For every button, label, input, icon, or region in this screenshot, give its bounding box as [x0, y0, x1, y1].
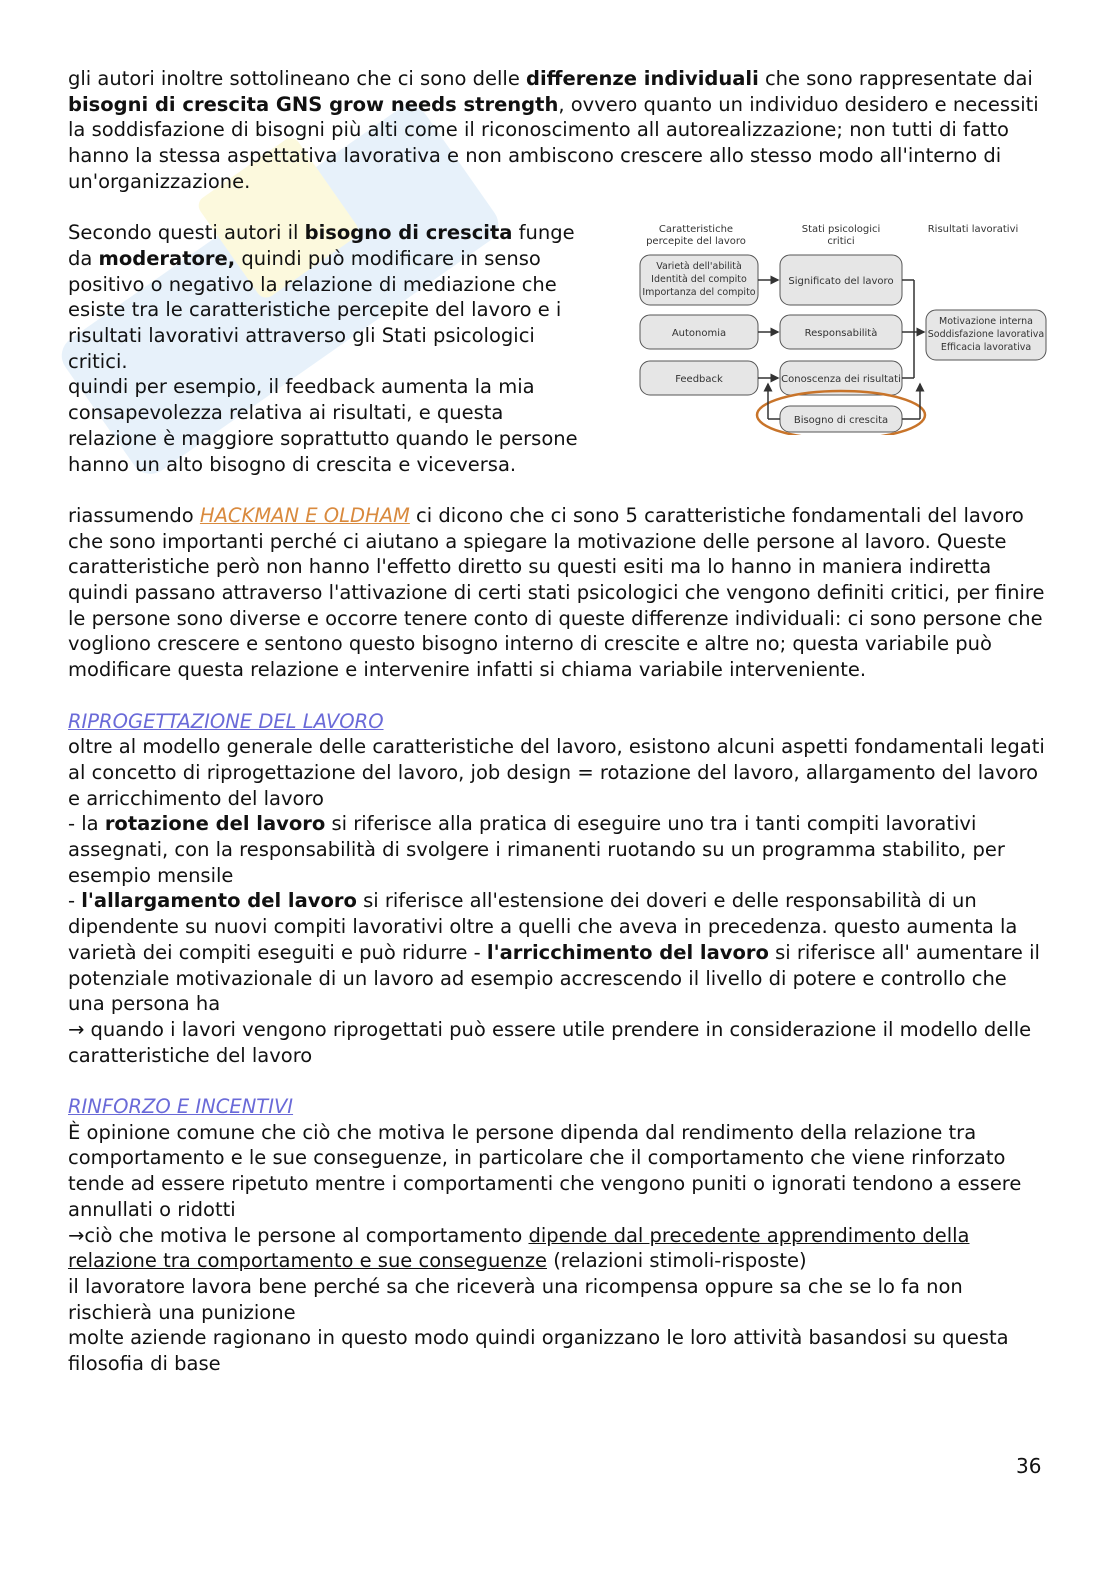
paragraph-job-rotation: - la rotazione del lavoro si riferisce alla pratica di eseguire uno tra i tanti compiti lavorativi assegnati, con la responsabilità di svolgere i rimanenti ruotando su un programma stabilito, per esempio mensile [68, 812, 1005, 887]
paragraph-job-enlargement: - l'allargamento del lavoro si riferisce all'estensione dei doveri e delle responsabilità di un dipendente su nuovi compiti lavorativi oltre a quelli che aveva in precedenza. questo aumenta la varietà dei compiti eseguiti e può ridurre - l'arricchimento del lavoro si riferisce all' aumentare il potenziale motivazionale di un lavoro ad esempio accrescendo il livello di potere e controllo che una persona ha [68, 889, 1040, 1016]
box-job-satisfaction: Soddisfazione lavorativa [927, 329, 1045, 341]
paragraph-growth-moderator: Secondo questi autori il bisogno di crescita funge da moderatore, quindi può modificare in senso positivo o negativo la relazione di mediazione che esiste tra le caratteristiche percepite del lavoro e i risultati lavorativi attraverso gli Stati psicologici critici. [68, 221, 575, 373]
heading-job-redesign: RIPROGETTAZIONE DEL LAVORO [68, 709, 384, 733]
box-meaningfulness: Significato del lavoro [788, 276, 894, 288]
paragraph-companies: molte aziende ragionano in questo modo quindi organizzano le loro attività basandosi su questa filosofia di base [68, 1326, 1009, 1376]
box-autonomy: Autonomia [671, 328, 727, 340]
diagram-header-characteristics-2: percepite del lavoro [646, 236, 746, 248]
document-page [68, 66, 1048, 1377]
box-task-significance: Importanza del compito [642, 287, 756, 299]
box-task-identity: Identità del compito [651, 274, 747, 286]
box-internal-motivation: Motivazione interna [939, 316, 1033, 328]
box-skill-variety: Varietà dell'abilità [656, 261, 742, 273]
diagram-header-results: Risultati lavorativi [927, 224, 1019, 236]
box-feedback: Feedback [675, 374, 723, 386]
paragraph-summary: riassumendo HACKMAN E OLDHAM ci dicono che ci sono 5 caratteristiche fondamentali del lavoro che sono importanti perché ci aiutano a spiegare la motivazione delle persone al lavoro. Queste caratteristiche però non hanno l'effetto diretto su questi esiti ma lo hanno in maniera indiretta quindi passano attraverso l'attivazione di certi stati psicologici che vengono definiti critici, per finire le persone sono diverse e occorre tenere conto di queste differenze individuali: ci sono persone che vogliono crescere e sentono questo bisogno interno di crescite e altre no; questa variabile può modificare questa relazione e intervenire infatti si chiama variabile interveniente. [68, 503, 1045, 682]
box-responsibility: Responsabilità [804, 328, 878, 340]
paragraph-job-redesign-intro: oltre al modello generale delle caratteristiche del lavoro, esistono alcuni aspetti fondamentali legati al concetto di riprogettazione del lavoro, job design = rotazione del lavoro, allargamento del lavoro e arricchimento del lavoro [68, 735, 1045, 810]
box-knowledge-results: Conoscenza dei risultati [781, 374, 901, 386]
paragraph-feedback-example: quindi per esempio, il feedback aumenta la mia consapevolezza relativa ai risultati, e questa relazione è maggiore soprattutto quando le persone hanno un alto bisogno di crescita e viceversa. [68, 375, 578, 476]
page-number: 36 [1016, 1454, 1042, 1478]
diagram-header-states-2: critici [827, 236, 855, 248]
hackman-oldham-link[interactable]: HACKMAN E OLDHAM [199, 503, 410, 527]
paragraph-reinforcement-intro: È opinione comune che ciò che motiva le persone dipenda dal rendimento della relazione tra comportamento e le sue conseguenze, in particolare che il comportamento che viene rinforzato tende ad essere ripetuto mentre i comportamenti che vengono puniti o ignorati tendono a essere annullati o ridotti [68, 1120, 1022, 1221]
paragraph-worker-reward: il lavoratore lavora bene perché sa che riceverà una ricompensa oppure sa che se lo fa non rischierà una punizione [68, 1274, 963, 1324]
heading-reinforcement: RINFORZO E INCENTIVI [68, 1095, 294, 1119]
paragraph-reinforcement-learning: →ciò che motiva le persone al comportamento dipende dal precedente apprendimento della relazione tra comportamento e sue conseguenze (relazioni stimoli-risposte) [68, 1223, 970, 1273]
diagram-header-characteristics: Caratteristiche [658, 224, 734, 236]
box-work-effectiveness: Efficacia lavorativa [940, 342, 1032, 354]
job-characteristics-diagram [638, 220, 1048, 435]
paragraph-individual-differences: gli autori inoltre sottolineano che ci sono delle differenze individuali che sono rappresentate dai bisogni di crescita GNS grow needs strength, ovvero quanto un individuo desidero e necessiti la soddisfazione di bisogni più alti come il riconoscimento all autorealizzazione; non tutti di fatto hanno la stessa aspettativa lavorativa e non ambiscono crescere allo stesso modo all'interno di un'organizzazione. [68, 67, 1039, 193]
paragraph-redesign-note: → quando i lavori vengono riprogettati può essere utile prendere in considerazione il modello delle caratteristiche del lavoro [68, 1017, 1032, 1067]
diagram-header-states: Stati psicologici [801, 224, 881, 236]
box-growth-need: Bisogno di crescita [793, 415, 889, 427]
